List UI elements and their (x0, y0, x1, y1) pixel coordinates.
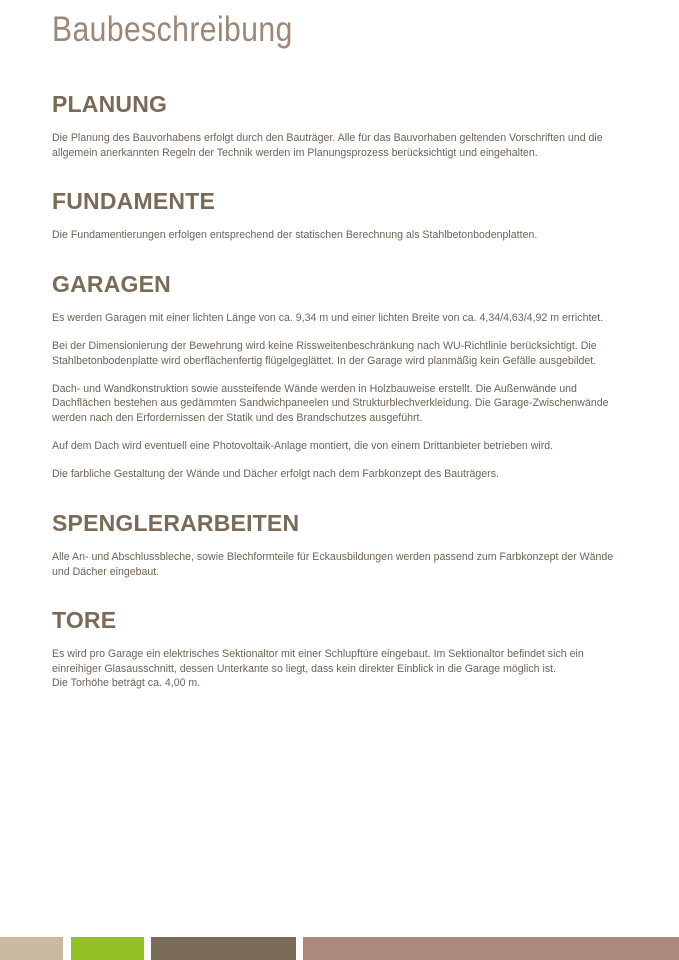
section-paragraph: Die Fundamentierungen erfolgen entsprechend der statischen Berechnung als Stahlbetonbodenplatten. (52, 229, 538, 241)
section-paragraph: Die farbliche Gestaltung der Wände und Dächer erfolgt nach dem Farbkonzept des Bauträgers. (52, 468, 499, 481)
section-spenglerarbeiten (52, 509, 632, 579)
section-paragraph: Die Planung des Bauvorhabens erfolgt durch den Bauträger. Alle für das Bauvorhaben geltenden Vorschriften und die allgemein anerkannten Regeln der Technik werden im Planungsprozess berücksichtigt und eingehalten. (52, 132, 603, 159)
section-heading: GARAGEN (52, 271, 171, 297)
page-title: Baubeschreibung (52, 10, 293, 49)
section-paragraph: Es wird pro Garage ein elektrisches Sektionaltor mit einer Schlupftüre eingebaut. Im Sektionaltor befindet sich ein einreihiger Glasausschnitt, dessen Unterkante so liegt, dass kein direkter Einblick in die Garage möglich ist. (52, 648, 584, 675)
section-garagen (52, 270, 632, 482)
footer-bar-taupe (303, 937, 679, 960)
section-heading: PLANUNG (52, 91, 168, 117)
section-paragraph: Alle An- und Abschlussbleche, sowie Blechformteile für Eckausbildungen werden passend zum Farbkonzept der Wände und Dächer eingebaut. (52, 551, 614, 578)
footer-bar-brown (151, 937, 296, 960)
section-paragraph: Es werden Garagen mit einer lichten Länge von ca. 9,34 m und einer lichten Breite von ca. 4,34/4,63/4,92 m errichtet. (52, 312, 604, 324)
section-heading: TORE (52, 607, 117, 633)
section-heading: SPENGLERARBEITEN (52, 510, 300, 536)
section-paragraph: Die Torhöhe beträgt ca. 4,00 m. (52, 677, 201, 690)
section-fundamente (52, 187, 632, 243)
section-tore (52, 606, 632, 691)
section-paragraph: Bei der Dimensionierung der Bewehrung wird keine Rissweitenbeschränkung nach WU-Richtlinie berücksichtigt. Die Stahlbetonbodenplatte wird oberflächenfertig flügelgeglättet. In der Garage wird planmäßig kein Gefälle ausgebildet. (52, 340, 597, 367)
section-paragraph: Dach- und Wandkonstruktion sowie aussteifende Wände werden in Holzbauweise erstellt. Die Außenwände und Dachflächen bestehen aus gedämmten Sandwichpaneelen und Strukturblechverkleidung. Die Garage-Zwischenwände werden nach den Erfordernissen der Statik und des Brandschutzes ausgeführt. (52, 382, 609, 424)
section-paragraph: Auf dem Dach wird eventuell eine Photovoltaik-Anlage montiert, die von einem Drittanbieter betrieben wird. (52, 440, 554, 453)
footer-bar-beige (0, 937, 63, 960)
section-planung (52, 90, 632, 160)
footer-bar-green (71, 937, 144, 960)
section-heading: FUNDAMENTE (52, 188, 215, 214)
